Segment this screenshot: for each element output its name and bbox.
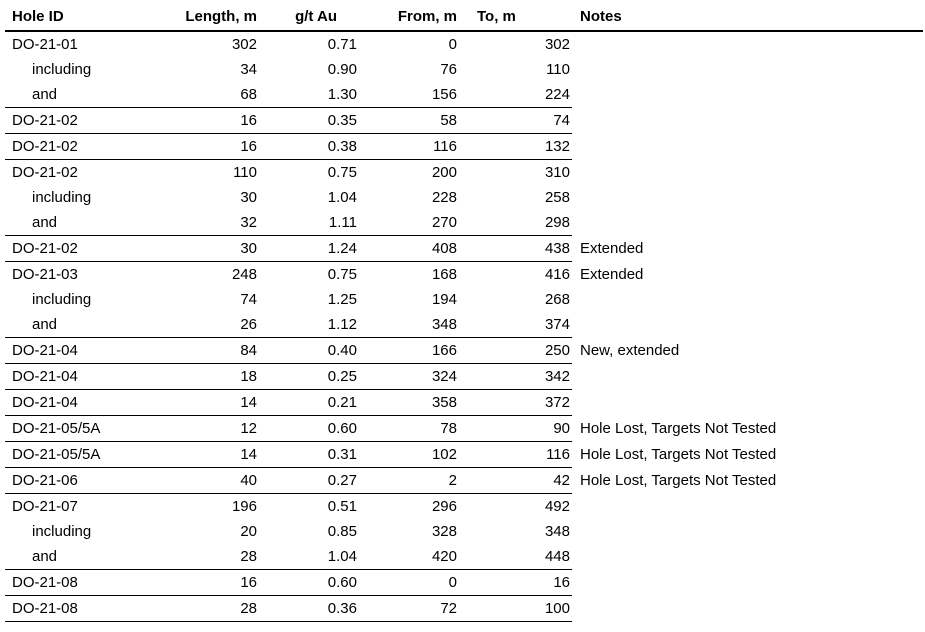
cell-from: 270 [362, 210, 462, 236]
cell-from: 72 [362, 596, 462, 622]
cell-grade: 0.60 [262, 570, 362, 596]
cell-hole-id: DO-21-06 [5, 468, 150, 494]
cell-from: 200 [431, 164, 457, 181]
cell-notes [572, 544, 923, 570]
cell-length: 302 [231, 36, 257, 53]
cell-hole-id: DO-21-05/5A [5, 442, 150, 468]
column-header-hole-id: Hole ID [5, 3, 150, 31]
cell-length: 16 [150, 134, 262, 160]
table-row [5, 236, 923, 262]
cell-hole-id: and [5, 544, 150, 570]
cell-from: 358 [362, 390, 462, 416]
cell-notes: Hole Lost, Targets Not Tested [580, 420, 777, 437]
cell-hole-id: DO-21-02 [12, 164, 78, 181]
cell-notes [572, 31, 923, 57]
cell-to: 348 [544, 523, 570, 540]
cell-from: 228 [431, 189, 457, 206]
cell-from: 328 [431, 523, 457, 540]
cell-hole-id: DO-21-04 [5, 390, 150, 416]
table-row [5, 416, 923, 442]
cell-from: 2 [362, 468, 462, 494]
cell-notes [572, 570, 923, 596]
column-header-to: To, m [462, 3, 572, 31]
cell-to: 74 [462, 108, 572, 134]
cell-notes [572, 57, 923, 82]
cell-length: 32 [150, 210, 262, 236]
table-row [5, 596, 923, 622]
cell-to: 250 [462, 338, 572, 364]
cell-grade: 0.25 [262, 364, 362, 390]
table-row [5, 287, 923, 312]
cell-length: 30 [240, 189, 257, 206]
cell-hole-id: and [5, 82, 150, 108]
cell-to: 100 [462, 596, 572, 622]
table-row [5, 134, 923, 160]
cell-to: 448 [462, 544, 572, 570]
cell-hole-id: DO-21-08 [5, 570, 150, 596]
cell-to: 42 [462, 468, 572, 494]
cell-grade: 1.11 [262, 210, 362, 236]
column-header-notes: Notes [572, 3, 923, 31]
cell-length: 74 [240, 291, 257, 308]
cell-notes [572, 108, 923, 134]
cell-length: 68 [150, 82, 262, 108]
cell-length: 16 [150, 108, 262, 134]
cell-hole-id: DO-21-07 [12, 498, 78, 515]
cell-from: 0 [448, 36, 457, 53]
cell-length: 14 [150, 390, 262, 416]
cell-to: 372 [462, 390, 572, 416]
table-row [5, 468, 923, 494]
cell-notes: Extended [580, 240, 644, 257]
cell-grade: 0.36 [262, 596, 362, 622]
cell-from: 156 [362, 82, 462, 108]
cell-grade: 0.85 [327, 523, 357, 540]
table-row [5, 160, 923, 186]
cell-grade: 0.71 [327, 36, 357, 53]
cell-to: 438 [462, 236, 572, 262]
cell-grade: 1.24 [262, 236, 362, 262]
table-row [5, 31, 923, 57]
table-header-row [5, 3, 923, 31]
cell-length: 28 [150, 544, 262, 570]
cell-from: 166 [362, 338, 462, 364]
cell-hole-id: including [32, 523, 92, 540]
cell-grade: 1.30 [262, 82, 362, 108]
cell-grade: 0.90 [327, 61, 357, 78]
assay-results-table-container [5, 3, 923, 622]
cell-grade: 0.27 [262, 468, 362, 494]
cell-hole-id: DO-21-04 [5, 338, 150, 364]
cell-grade: 0.38 [262, 134, 362, 160]
cell-notes [572, 494, 923, 520]
cell-notes [572, 185, 923, 210]
cell-notes: Hole Lost, Targets Not Tested [580, 472, 777, 489]
cell-hole-id: and [5, 210, 150, 236]
cell-grade: 1.25 [327, 291, 357, 308]
cell-to: 110 [546, 61, 570, 78]
cell-hole-id: DO-21-02 [5, 134, 150, 160]
table-row [5, 262, 923, 288]
cell-hole-id: DO-21-03 [12, 266, 78, 283]
cell-length: 12 [150, 416, 262, 442]
cell-grade: 0.75 [327, 266, 357, 283]
cell-to: 298 [462, 210, 572, 236]
cell-notes [572, 134, 923, 160]
column-header-from: From, m [362, 3, 462, 31]
cell-length: 84 [150, 338, 262, 364]
cell-from: 116 [362, 134, 462, 160]
cell-to: 310 [544, 164, 570, 181]
table-body [5, 31, 923, 622]
table-row [5, 519, 923, 544]
cell-notes [572, 596, 923, 622]
cell-length: 30 [150, 236, 262, 262]
cell-notes [572, 82, 923, 108]
cell-grade: 0.75 [327, 164, 357, 181]
cell-to: 224 [462, 82, 572, 108]
cell-grade: 0.31 [262, 442, 362, 468]
cell-to: 90 [462, 416, 572, 442]
cell-from: 76 [440, 61, 457, 78]
cell-length: 110 [233, 164, 257, 181]
cell-from: 324 [362, 364, 462, 390]
cell-notes [572, 287, 923, 312]
cell-length: 18 [150, 364, 262, 390]
cell-grade: 0.40 [262, 338, 362, 364]
cell-from: 0 [362, 570, 462, 596]
cell-notes: Hole Lost, Targets Not Tested [580, 446, 777, 463]
cell-from: 168 [431, 266, 457, 283]
cell-hole-id: and [5, 312, 150, 338]
cell-length: 26 [150, 312, 262, 338]
cell-notes [572, 364, 923, 390]
cell-notes [572, 210, 923, 236]
assay-results-table [5, 3, 923, 622]
cell-grade: 0.21 [262, 390, 362, 416]
table-row [5, 312, 923, 338]
table-row [5, 82, 923, 108]
cell-from: 348 [362, 312, 462, 338]
cell-to: 342 [462, 364, 572, 390]
cell-length: 34 [240, 61, 257, 78]
cell-grade: 0.35 [262, 108, 362, 134]
table-row [5, 364, 923, 390]
cell-grade: 1.04 [262, 544, 362, 570]
cell-length: 40 [150, 468, 262, 494]
cell-hole-id: DO-21-05/5A [5, 416, 150, 442]
cell-notes: Extended [580, 265, 644, 283]
cell-hole-id: including [32, 189, 92, 206]
cell-to: 132 [462, 134, 572, 160]
cell-from: 58 [362, 108, 462, 134]
cell-length: 20 [240, 523, 257, 540]
cell-from: 408 [362, 236, 462, 262]
cell-hole-id: DO-21-02 [5, 236, 150, 262]
cell-hole-id: including [32, 61, 92, 78]
cell-to: 302 [544, 36, 570, 53]
table-row [5, 390, 923, 416]
cell-length: 28 [150, 596, 262, 622]
cell-notes [572, 390, 923, 416]
cell-hole-id: DO-21-04 [5, 364, 150, 390]
table-row [5, 442, 923, 468]
column-header-grade: g/t Au [262, 3, 362, 31]
cell-to: 116 [462, 442, 572, 468]
cell-grade: 1.04 [327, 189, 357, 206]
cell-hole-id: DO-21-08 [5, 596, 150, 622]
cell-to: 492 [544, 498, 570, 515]
cell-to: 416 [544, 266, 570, 283]
cell-hole-id: DO-21-02 [5, 108, 150, 134]
cell-from: 78 [362, 416, 462, 442]
cell-from: 194 [431, 291, 457, 308]
cell-to: 258 [544, 189, 570, 206]
cell-to: 374 [462, 312, 572, 338]
cell-notes [572, 160, 923, 186]
cell-to: 268 [544, 291, 570, 308]
table-row [5, 108, 923, 134]
cell-from: 102 [362, 442, 462, 468]
table-row [5, 57, 923, 82]
cell-length: 248 [231, 266, 257, 283]
cell-notes [572, 519, 923, 544]
cell-length: 196 [231, 498, 257, 515]
cell-from: 420 [362, 544, 462, 570]
table-row [5, 338, 923, 364]
cell-notes: New, extended [580, 342, 680, 359]
table-row [5, 185, 923, 210]
cell-from: 296 [431, 498, 457, 515]
table-row [5, 544, 923, 570]
cell-notes [572, 312, 923, 338]
table-row [5, 570, 923, 596]
cell-length: 16 [150, 570, 262, 596]
cell-length: 14 [150, 442, 262, 468]
cell-grade: 0.60 [262, 416, 362, 442]
cell-hole-id: DO-21-01 [12, 36, 78, 53]
cell-to: 16 [462, 570, 572, 596]
column-header-length: Length, m [150, 3, 262, 31]
cell-hole-id: including [32, 291, 92, 308]
cell-grade: 1.12 [262, 312, 362, 338]
table-row [5, 494, 923, 520]
table-header [5, 3, 923, 31]
cell-grade: 0.51 [327, 498, 357, 515]
table-row [5, 210, 923, 236]
